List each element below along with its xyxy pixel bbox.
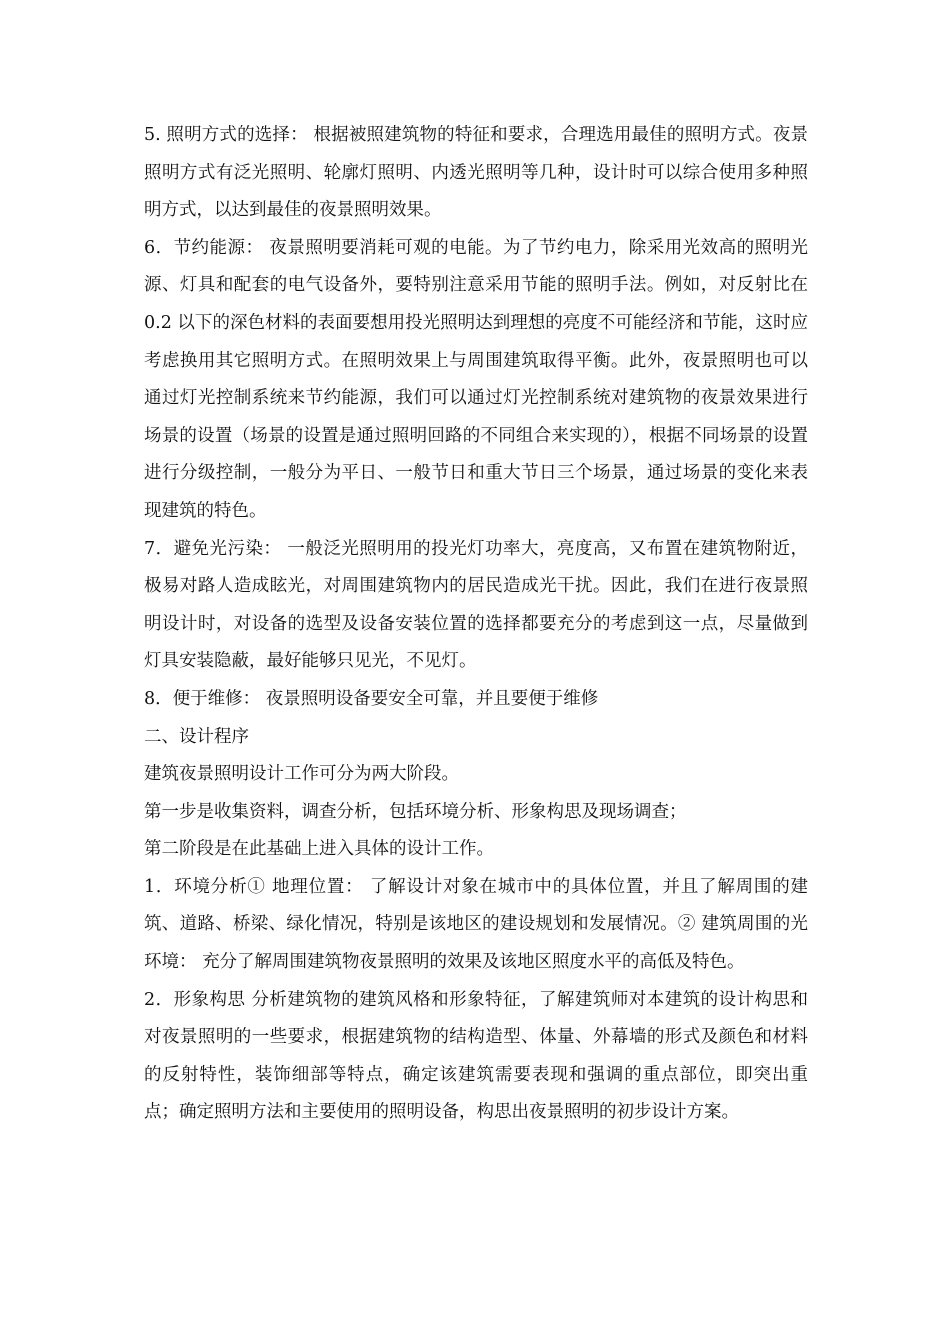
paragraph-environment-analysis: 1．环境分析① 地理位置： 了解设计对象在城市中的具体位置，并且了解周围的建筑、道路、桥梁、绿化情况，特别是该地区的建设规划和发展情况。② 建筑周围的光环境： 充分了解周围建筑物夜景照明的效果及该地区照度水平的高低及特色。 [144,876,808,973]
paragraph-light-pollution: 7．避免光污染： 一般泛光照明用的投光灯功率大，亮度高，又布置在建筑物附近，极易对路人造成眩光，对周围建筑物内的居民造成光干扰。因此，我们在进行夜景照明设计时，对设备的选型及设备安装位置的选择都要充分的考虑到这一点，尽量做到灯具安装隐蔽，最好能够只见光，不见灯。 [144,538,808,672]
paragraph-lighting-method: 5. 照明方式的选择： 根据被照建筑物的特征和要求，合理选用最佳的照明方式。夜景照明方式有泛光照明、轮廓灯照明、内透光照明等几种，设计时可以综合使用多种照明方式，以达到最佳的夜景照明效果。 [144,125,808,221]
paragraph-image-concept: 2．形象构思 分析建筑物的建筑风格和形象特征，了解建筑师对本建筑的设计构思和对夜景照明的一些要求，根据建筑物的结构造型、体量、外幕墙的形式及颜色和材料的反射特性，装饰细部等特点，确定该建筑需要表现和强调的重点部位，即突出重点；确定照明方法和主要使用的照明设备，构思出夜景照明的初步设计方案。 [144,989,808,1123]
section-heading-design-procedure: 二、设计程序 [144,726,249,747]
paragraph-maintenance: 8．便于维修： 夜景照明设备要安全可靠，并且要便于维修 [144,688,599,709]
paragraph-step-one: 第一步是收集资料，调查分析，包括环境分析、形象构思及现场调查； [144,801,687,822]
paragraph-two-stages: 建筑夜景照明设计工作可分为两大阶段。 [144,764,459,785]
document-body [144,117,808,1132]
paragraph-energy-saving: 6．节约能源： 夜景照明要消耗可观的电能。为了节约电力，除采用光效高的照明光源、灯具和配套的电气设备外，要特别注意采用节能的照明手法。例如，对反射比在 0.2 以下的深色材料的表面要想用投光照明达到理想的亮度不可能经济和节能，这时应考虑换用其它照明方式。在照明效果上与周围建筑取得平衡。此外，夜景照明也可以通过灯光控制系统来节约能源，我们可以通过灯光控制系统对建筑物的夜景效果进行场景的设置（场景的设置是通过照明回路的不同组合来实现的），根据不同场景的设置进行分级控制，一般分为平日、一般节日和重大节日三个场景，通过场景的变化来表现建筑的特色。 [144,237,808,521]
paragraph-stage-two: 第二阶段是在此基础上进入具体的设计工作。 [144,839,494,860]
